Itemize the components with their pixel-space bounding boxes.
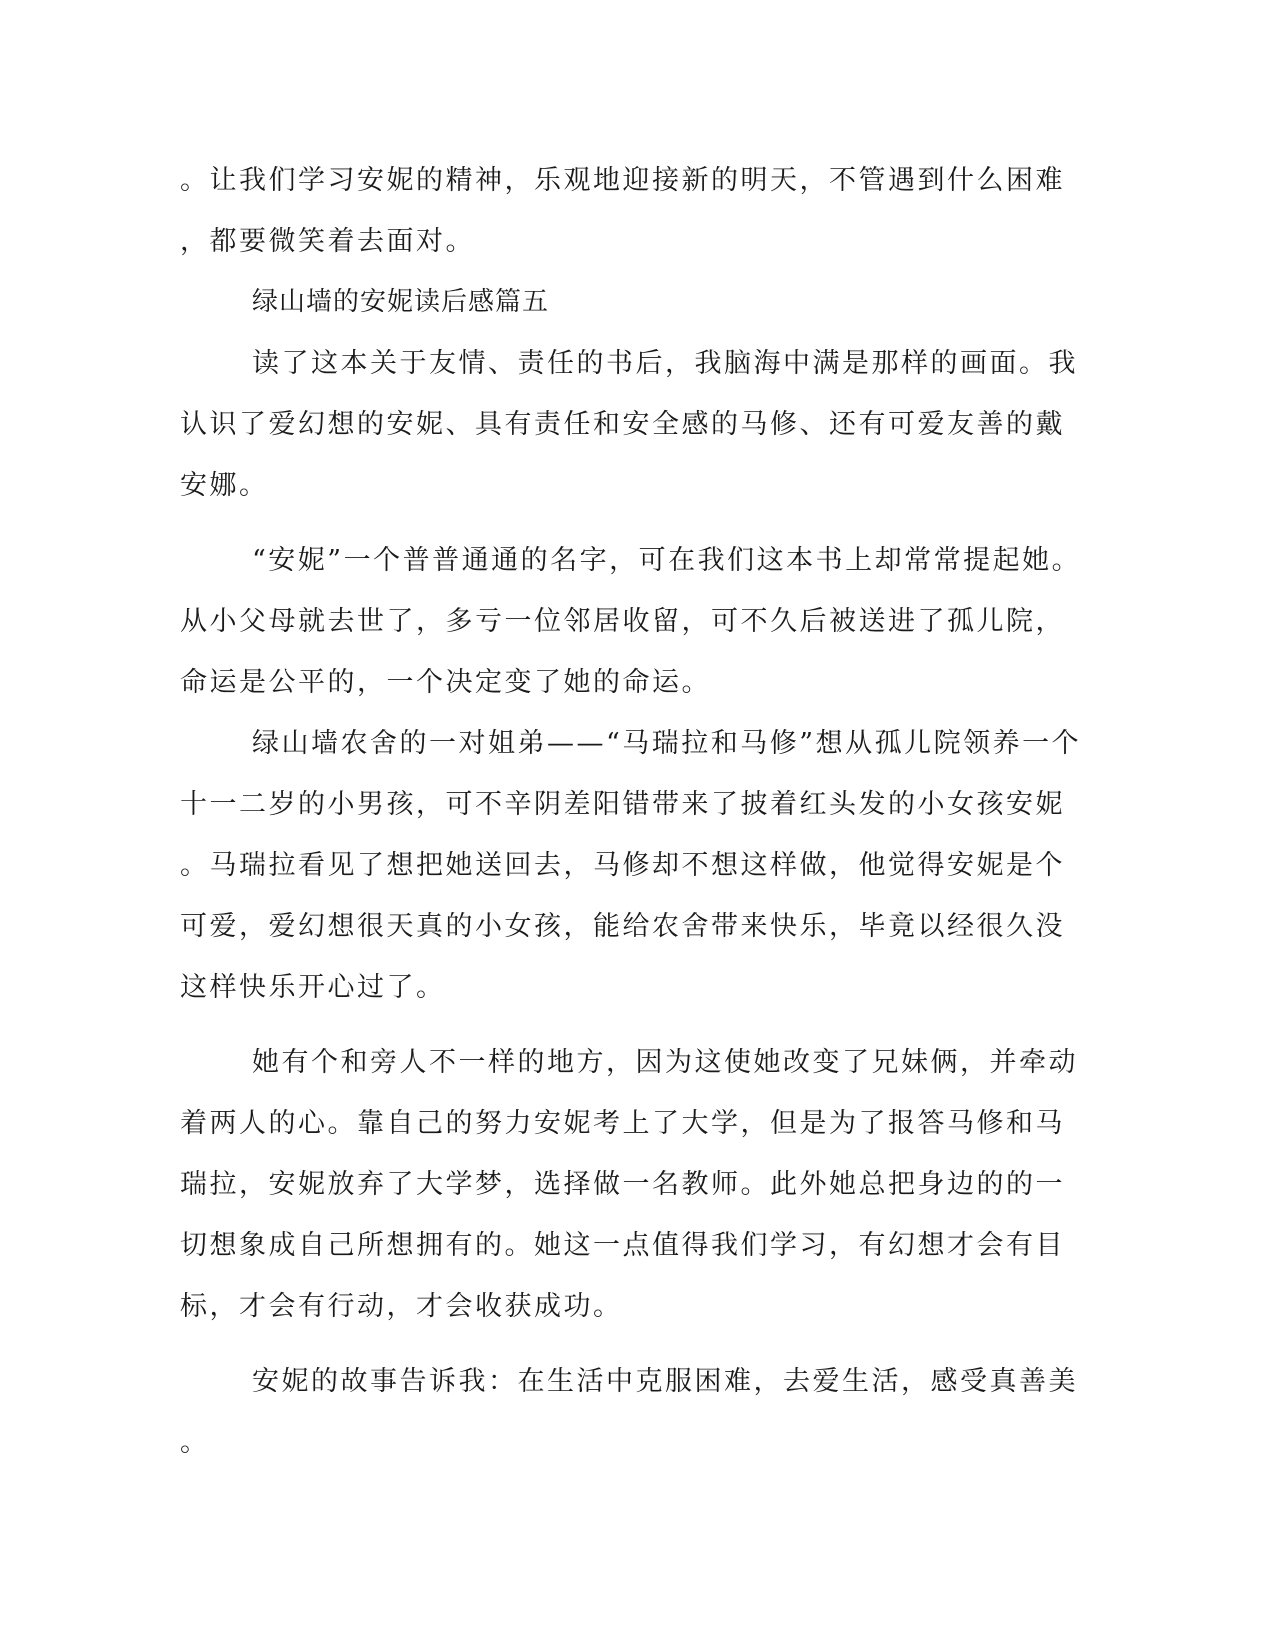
text-line: 认识了爱幻想的安妮、具有责任和安全感的马修、还有可爱友善的戴 (180, 409, 1065, 440)
text-line: 瑞拉，安妮放弃了大学梦，选择做一名教师。此外她总把身边的的一 (180, 1169, 1065, 1200)
text-line: 十一二岁的小男孩，可不辛阴差阳错带来了披着红头发的小女孩安妮 (180, 789, 1065, 820)
text-line: 从小父母就去世了，多亏一位邻居收留，可不久后被送进了孤儿院， (180, 606, 1065, 637)
text-line: 切想象成自己所想拥有的。她这一点值得我们学习，有幻想才会有目 (180, 1230, 1065, 1261)
text-line: 可爱，爱幻想很天真的小女孩，能给农舍带来快乐，毕竟以经很久没 (180, 911, 1065, 942)
continued-paragraph (180, 150, 1065, 272)
paragraph-1 (180, 333, 1078, 516)
paragraph-gap (180, 1337, 1030, 1351)
text-line: “安妮”一个普普通通的名字，可在我们这本书上却常常提起她。 (252, 545, 1082, 576)
text-line: 安娜。 (180, 470, 269, 501)
paragraph-gap (180, 516, 1030, 530)
section-heading: 绿山墙的安妮读后感篇五 (252, 287, 550, 317)
paragraph-gap (180, 1018, 1030, 1032)
text-line: 读了这本关于友情、责任的书后，我脑海中满是那样的画面。我 (252, 348, 1078, 379)
text-line: 着两人的心。靠自己的努力安妮考上了大学，但是为了报答马修和马 (180, 1108, 1065, 1139)
text-line: 绿山墙农舍的一对姐弟——“马瑞拉和马修”想从孤儿院领养一个 (252, 728, 1082, 759)
document-page (180, 150, 1082, 1473)
paragraph-4 (180, 1032, 1078, 1337)
text-line: 这样快乐开心过了。 (180, 972, 446, 1003)
text-line: 。 (180, 1427, 210, 1458)
text-line: 命运是公平的，一个决定变了她的命运。 (180, 667, 711, 698)
text-line: 。让我们学习安妮的精神，乐观地迎接新的明天，不管遇到什么困难 (180, 165, 1065, 196)
paragraph-3 (180, 713, 1082, 1018)
text-line: 她有个和旁人不一样的地方，因为这使她改变了兄妹俩，并牵动 (252, 1047, 1078, 1078)
text-line: 安妮的故事告诉我：在生活中克服困难，去爱生活，感受真善美 (252, 1366, 1078, 1397)
paragraph-2 (180, 530, 1082, 713)
paragraph-5 (180, 1351, 1078, 1473)
text-line: ，都要微笑着去面对。 (180, 226, 475, 257)
text-line: 标，才会有行动，才会收获成功。 (180, 1291, 623, 1322)
text-line: 。马瑞拉看见了想把她送回去，马修却不想这样做，他觉得安妮是个 (180, 850, 1065, 881)
